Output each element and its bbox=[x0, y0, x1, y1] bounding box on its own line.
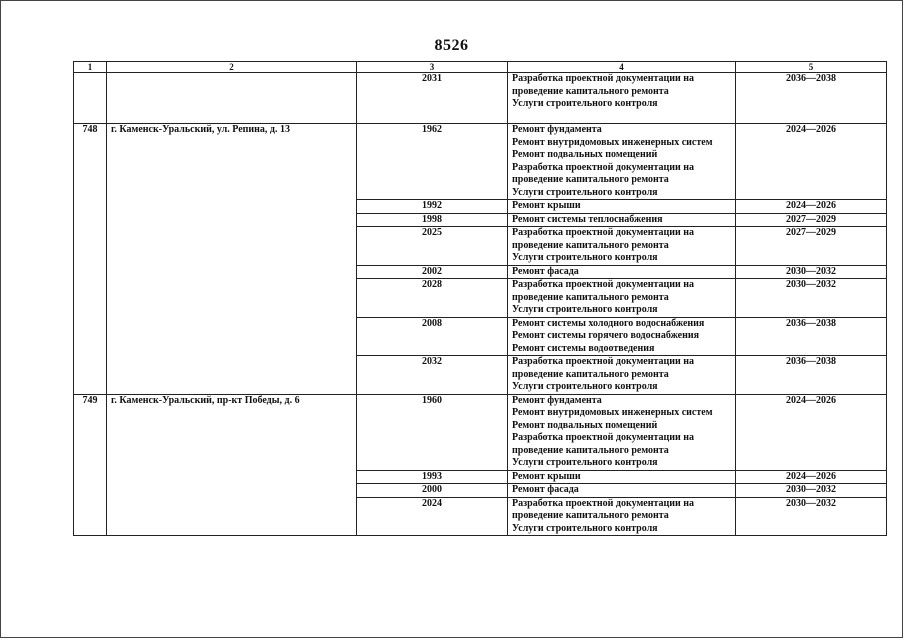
work-item: Ремонт системы горячего водоснабжения bbox=[512, 330, 700, 341]
year-cell bbox=[357, 317, 508, 356]
work-item: Ремонт фасада bbox=[512, 265, 579, 277]
year-value: 2032 bbox=[422, 356, 442, 367]
period-cell bbox=[736, 73, 887, 124]
year-cell bbox=[357, 279, 508, 318]
column-header-5: 5 bbox=[736, 62, 887, 73]
work-item: Ремонт системы водоотведения bbox=[512, 342, 655, 354]
column-header-2: 2 bbox=[107, 62, 357, 73]
work-item: Ремонт внутридомовых инженерных систем bbox=[512, 407, 713, 418]
year-value: 1993 bbox=[422, 470, 442, 482]
work-item: проведение капитального ремонта bbox=[512, 444, 669, 456]
works-cell bbox=[508, 470, 736, 484]
year-value: 2025 bbox=[422, 227, 442, 238]
year-cell bbox=[357, 213, 508, 227]
year-value: 1962 bbox=[422, 124, 442, 135]
period-value: 2036—2038 bbox=[786, 317, 836, 329]
column-header-4: 4 bbox=[508, 62, 736, 73]
year-cell bbox=[357, 394, 508, 470]
year-value: 2031 bbox=[422, 73, 442, 84]
work-item: Разработка проектной документации на bbox=[512, 227, 695, 238]
work-item: проведение капитального ремонта bbox=[512, 85, 669, 97]
work-item: Ремонт фасада bbox=[512, 484, 579, 495]
work-item: Услуги строительного контроля bbox=[512, 304, 658, 315]
work-item: Разработка проектной документации на bbox=[512, 161, 695, 173]
period-value: 2024—2026 bbox=[786, 470, 836, 482]
period-cell bbox=[736, 317, 887, 356]
year-cell bbox=[357, 470, 508, 484]
period-cell bbox=[736, 279, 887, 318]
works-cell bbox=[508, 213, 736, 227]
period-value: 2027—2029 bbox=[786, 213, 836, 225]
year-cell bbox=[357, 497, 508, 536]
period-cell bbox=[736, 497, 887, 536]
work-item: Услуги строительного контроля bbox=[512, 381, 658, 392]
row-number bbox=[74, 73, 107, 124]
year-cell bbox=[357, 484, 508, 498]
period-value: 2027—2029 bbox=[786, 227, 836, 238]
year-cell bbox=[357, 200, 508, 214]
header-row bbox=[74, 62, 887, 73]
works-cell bbox=[508, 356, 736, 395]
year-value: 2000 bbox=[422, 484, 442, 495]
work-item: Ремонт подвальных помещений bbox=[512, 419, 658, 431]
works-cell bbox=[508, 317, 736, 356]
column-header-1: 1 bbox=[74, 62, 107, 73]
work-item: проведение капитального ремонта bbox=[512, 174, 669, 185]
work-item: проведение капитального ремонта bbox=[512, 239, 669, 251]
period-cell bbox=[736, 124, 887, 200]
work-item: Услуги строительного контроля bbox=[512, 252, 658, 263]
year-value: 2002 bbox=[422, 265, 442, 277]
row-number: 748 bbox=[74, 124, 107, 395]
work-item: Ремонт системы теплоснабжения bbox=[512, 213, 663, 225]
work-item: Ремонт фундамента bbox=[512, 394, 602, 406]
building-address bbox=[107, 73, 357, 124]
period-value: 2030—2032 bbox=[786, 265, 836, 277]
table-row bbox=[74, 124, 887, 200]
period-value: 2024—2026 bbox=[786, 200, 836, 211]
period-cell bbox=[736, 470, 887, 484]
period-value: 2030—2032 bbox=[786, 279, 836, 290]
work-item: Разработка проектной документации на bbox=[512, 356, 695, 367]
year-value: 1960 bbox=[422, 394, 442, 406]
period-value: 2024—2026 bbox=[786, 124, 836, 135]
table-row bbox=[74, 394, 887, 470]
year-cell bbox=[357, 356, 508, 395]
work-item: Услуги строительного контроля bbox=[512, 522, 658, 534]
year-value: 1992 bbox=[422, 200, 442, 211]
period-cell bbox=[736, 227, 887, 266]
period-cell bbox=[736, 200, 887, 214]
works-cell bbox=[508, 279, 736, 318]
capital-repair-table bbox=[73, 61, 887, 536]
work-item: Ремонт крыши bbox=[512, 200, 581, 211]
year-value: 2028 bbox=[422, 279, 442, 290]
work-item: Услуги строительного контроля bbox=[512, 457, 658, 468]
building-address: г. Каменск-Уральский, ул. Репина, д. 13 bbox=[107, 124, 357, 395]
period-value: 2036—2038 bbox=[786, 73, 836, 84]
table-row bbox=[74, 73, 887, 124]
work-item: Услуги строительного контроля bbox=[512, 98, 658, 109]
spacer bbox=[512, 111, 731, 124]
works-cell bbox=[508, 497, 736, 536]
works-cell bbox=[508, 265, 736, 279]
year-cell bbox=[357, 124, 508, 200]
period-cell bbox=[736, 356, 887, 395]
period-cell bbox=[736, 394, 887, 470]
works-cell bbox=[508, 394, 736, 470]
year-value: 2008 bbox=[422, 317, 442, 329]
year-cell bbox=[357, 227, 508, 266]
year-cell bbox=[357, 265, 508, 279]
period-cell bbox=[736, 213, 887, 227]
period-value: 2024—2026 bbox=[786, 394, 836, 406]
work-item: Разработка проектной документации на bbox=[512, 497, 695, 509]
period-value: 2036—2038 bbox=[786, 356, 836, 367]
period-value: 2030—2032 bbox=[786, 484, 836, 495]
work-item: проведение капитального ремонта bbox=[512, 291, 669, 303]
work-item: Ремонт крыши bbox=[512, 470, 581, 482]
works-cell bbox=[508, 227, 736, 266]
year-value: 1998 bbox=[422, 213, 442, 225]
page-number: 8526 bbox=[434, 37, 469, 54]
work-item: Разработка проектной документации на bbox=[512, 73, 695, 84]
period-value: 2030—2032 bbox=[786, 497, 836, 509]
work-item: Ремонт внутридомовых инженерных систем bbox=[512, 136, 713, 148]
column-header-3: 3 bbox=[357, 62, 508, 73]
work-item: проведение капитального ремонта bbox=[512, 510, 669, 521]
works-cell bbox=[508, 124, 736, 200]
building-address: г. Каменск-Уральский, пр-кт Победы, д. 6 bbox=[107, 394, 357, 536]
table-header bbox=[74, 62, 887, 73]
table-body bbox=[74, 73, 887, 536]
work-item: Ремонт системы холодного водоснабжения bbox=[512, 317, 705, 329]
works-cell bbox=[508, 484, 736, 498]
work-item: Ремонт подвальных помещений bbox=[512, 149, 658, 160]
year-cell bbox=[357, 73, 508, 124]
work-item: Услуги строительного контроля bbox=[512, 186, 658, 198]
work-item: Разработка проектной документации на bbox=[512, 279, 695, 290]
work-item: Ремонт фундамента bbox=[512, 124, 602, 135]
period-cell bbox=[736, 484, 887, 498]
period-cell bbox=[736, 265, 887, 279]
work-item: Разработка проектной документации на bbox=[512, 432, 695, 443]
works-cell bbox=[508, 73, 736, 124]
work-item: проведение капитального ремонта bbox=[512, 368, 669, 380]
year-value: 2024 bbox=[422, 497, 442, 509]
row-number: 749 bbox=[74, 394, 107, 536]
works-cell bbox=[508, 200, 736, 214]
